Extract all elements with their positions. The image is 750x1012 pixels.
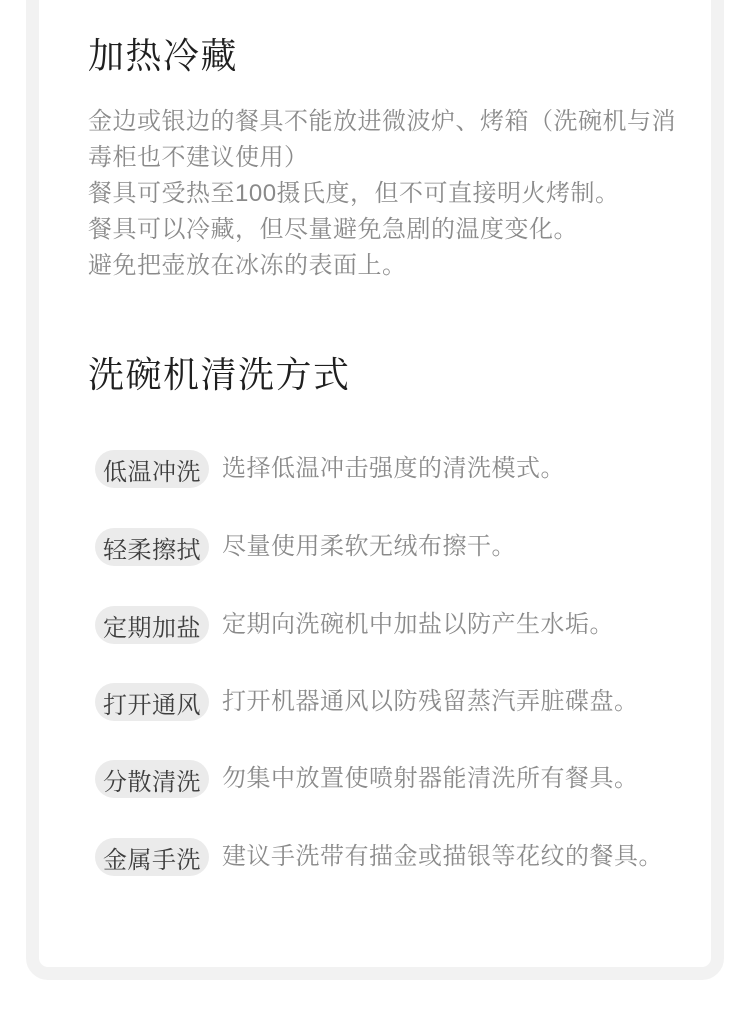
tag-badge: 定期加盐 [95, 606, 209, 644]
paragraph-line: 毒柜也不建议使用） [88, 144, 309, 171]
tag-description: 选择低温冲击强度的清洗模式。 [222, 455, 565, 482]
list-item [95, 606, 614, 644]
paragraph-line: 避免把壶放在冰冻的表面上。 [88, 252, 407, 279]
tag-description: 建议手洗带有描金或描银等花纹的餐具。 [222, 843, 663, 870]
heating-refrigeration-heading: 加热冷藏 [88, 35, 239, 76]
tag-badge: 低温冲洗 [95, 450, 209, 488]
tag-badge: 轻柔擦拭 [95, 528, 209, 566]
paragraph-line: 餐具可受热至100摄氏度，但不可直接明火烤制。 [88, 180, 620, 207]
list-item [95, 683, 639, 721]
tag-description: 勿集中放置使喷射器能清洗所有餐具。 [222, 765, 639, 792]
heating-refrigeration-paragraph [88, 104, 684, 284]
list-item [95, 528, 516, 566]
paragraph-line: 金边或银边的餐具不能放进微波炉、烤箱（洗碗机与消 [88, 108, 676, 135]
tag-badge: 分散清洗 [95, 760, 209, 798]
dishwasher-method-heading: 洗碗机清洗方式 [88, 354, 351, 395]
list-item [95, 450, 565, 488]
tag-description: 定期向洗碗机中加盐以防产生水垢。 [222, 611, 614, 638]
list-item [95, 760, 639, 798]
tag-badge: 打开通风 [95, 683, 209, 721]
paragraph-line: 餐具可以冷藏，但尽量避免急剧的温度变化。 [88, 216, 578, 243]
list-item [95, 838, 663, 876]
tag-badge: 金属手洗 [95, 838, 209, 876]
tag-description: 打开机器通风以防残留蒸汽弄脏碟盘。 [222, 688, 639, 715]
tag-description: 尽量使用柔软无绒布擦干。 [222, 533, 516, 560]
